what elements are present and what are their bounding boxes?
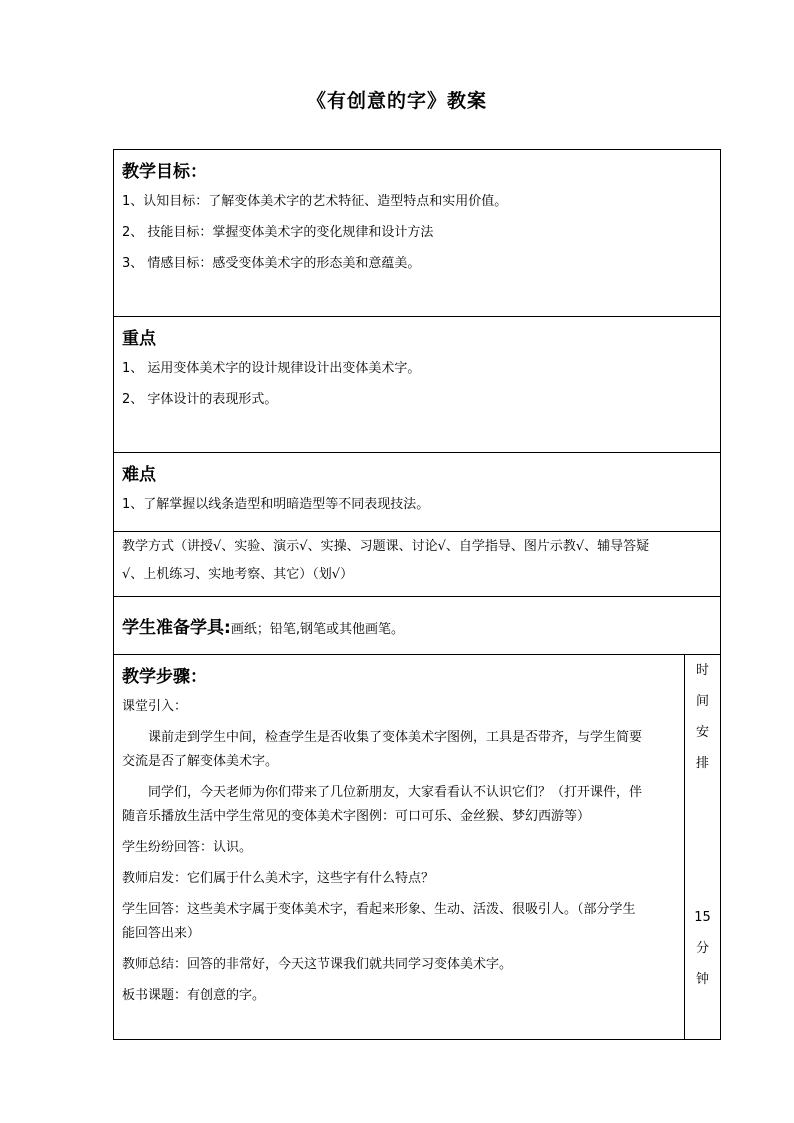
difficulties-row [114,453,721,532]
steps-line: 教师启发：它们属于什么美术字，这些字有什么特点？ [122,871,435,886]
time-label-char: 时 [695,663,709,678]
time-label-char: 排 [695,756,709,771]
document-title: 《有创意的字》教案 [306,90,487,112]
objective-item: 2、 技能目标：掌握变体美术字的变化规律和设计方法 [122,225,434,240]
materials-row [114,597,721,655]
methods-row [114,532,721,597]
key-points-heading: 重点 [122,329,156,349]
steps-paragraph: 随音乐播放生活中学生常见的变体美术字图例：可口可乐、金丝猴、梦幻西游等） [122,809,591,824]
key-point-item: 1、 运用变体美术字的设计规律设计出变体美术字。 [122,361,421,376]
objective-item: 1、认知目标：了解变体美术字的艺术特征、造型特点和实用价值。 [122,194,508,209]
key-point-item: 2、 字体设计的表现形式。 [122,392,278,407]
time-spacer [685,785,720,897]
time-minutes-number: 15 [694,910,711,925]
steps-line: 学生回答：这些美术字属于变体美术字，看起来形象、生动、活泼、很吸引人。（部分学生 [122,902,636,917]
time-unit-char: 钟 [695,972,709,987]
objectives-row [114,150,721,317]
key-points-section [114,317,720,427]
objective-item: 3、 情感目标：感受变体美术字的形态美和意蕴美。 [122,256,421,271]
lesson-plan-table [113,149,721,1040]
steps-line: 能回答出来） [122,926,201,941]
steps-paragraph: 课前走到学生中间，检查学生是否收集了变体美术字图例，工具是否带齐，与学生简要 [148,730,643,745]
steps-intro-label: 课堂引入： [122,699,188,714]
objectives-section [114,150,720,291]
time-label-char: 间 [695,694,709,709]
methods-line: √、上机练习、实地考察、其它）（划√） [122,567,354,582]
steps-line: 教师总结：回答的非常好，今天这节课我们就共同学习变体美术字。 [122,957,513,972]
difficulties-heading: 难点 [122,465,156,485]
materials-section [114,597,720,644]
steps-heading: 教学步骤： [122,667,207,687]
steps-paragraph: 同学们，今天老师为你们带来了几位新朋友，大家看看认不认识它们？（打开课件，伴 [148,785,643,800]
time-label-char: 安 [695,725,709,740]
methods-line: 教学方式（讲授√、实验、演示√、实操、习题课、讨论√、自学指导、图片示教√、辅导答疑 [122,539,650,554]
steps-paragraph: 交流是否了解变体美术字。 [122,754,279,769]
steps-line: 板书课题：有创意的字。 [122,988,266,1003]
steps-section [114,655,684,1012]
methods-section [114,532,720,591]
time-column [685,655,720,990]
key-points-row [114,317,721,453]
objectives-heading: 教学目标： [122,162,207,182]
steps-line: 学生纷纷回答：认识。 [122,840,253,855]
materials-text: 画纸；铅笔,钢笔或其他画笔。 [230,622,404,637]
steps-row [114,655,721,1040]
materials-heading: 学生准备学具: [122,618,231,638]
time-unit-char: 分 [695,941,709,956]
difficulties-section [114,453,720,531]
difficulty-item: 1、了解掌握以线条造型和明暗造型等不同表现技法。 [122,497,430,512]
